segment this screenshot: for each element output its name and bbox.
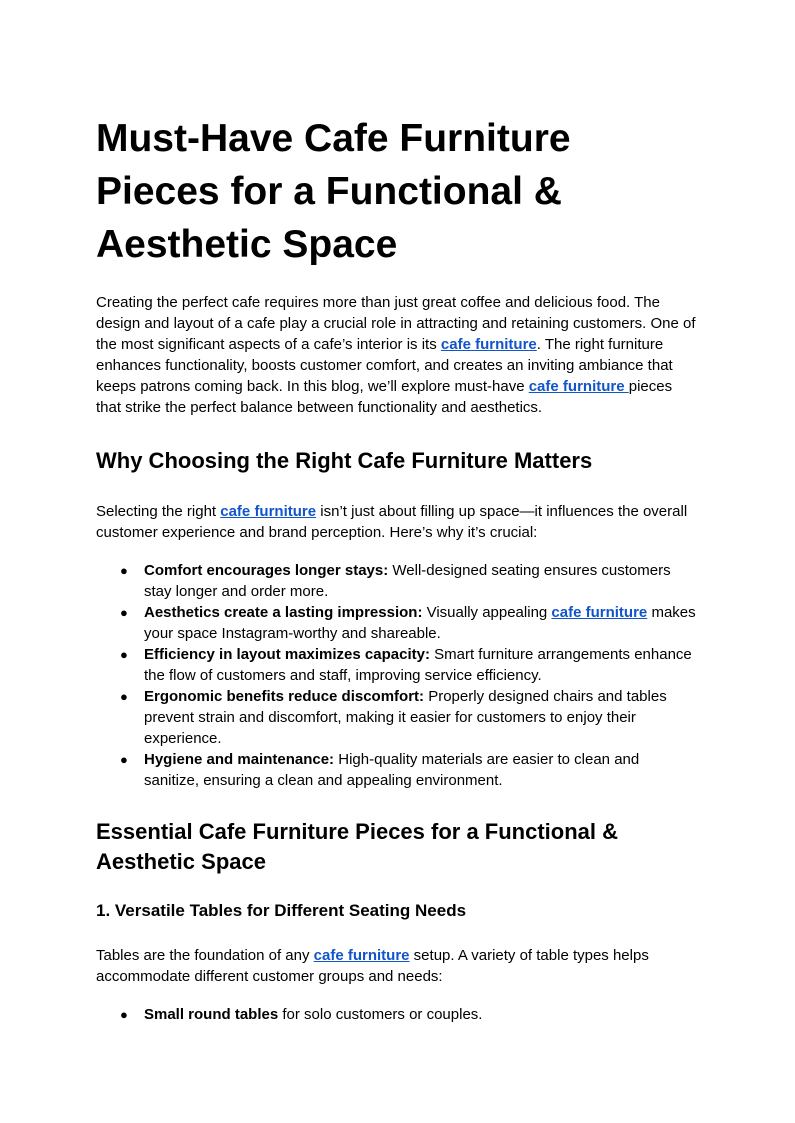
list-item: [96, 749, 696, 791]
bullet-text: Visually appealing: [422, 604, 552, 621]
why-text-1: Selecting the right: [96, 503, 221, 520]
bullet-bold-label: Efficiency in layout maximizes capacity:: [144, 646, 430, 663]
tables-bullet-list: [96, 1004, 696, 1025]
bullet-dot-icon: ●: [120, 1007, 128, 1022]
bullet-text: High-quality materials are easier to clean and sanitize, ensuring a clean and appealing environment.: [144, 751, 640, 789]
tables-paragraph: [96, 945, 696, 987]
list-item: [96, 602, 696, 644]
page-title: Must-Have Cafe Furniture Pieces for a Functional & Aesthetic Space: [96, 117, 571, 266]
document-content: [96, 112, 696, 1025]
tables-text-1: Tables are the foundation of any: [96, 947, 314, 964]
cafe-furniture-link[interactable]: cafe furniture: [440, 336, 537, 353]
list-item: [96, 644, 696, 686]
why-paragraph: [96, 501, 696, 543]
list-item: [96, 686, 696, 749]
list-item: [96, 1004, 696, 1025]
why-bullet-list: [96, 560, 696, 791]
tables-text-2: setup. A variety of table types helps accommodate different customer groups and needs:: [96, 947, 649, 985]
list-item: [96, 560, 696, 602]
bullet-bold-label: Hygiene and maintenance:: [144, 751, 335, 768]
intro-text-2: . The right furniture enhances functionality, boosts customer comfort, and creates an inviting ambiance that keeps patrons coming back. In this blog, we’ll explore must-have: [96, 336, 673, 395]
bullet-bold-label: Aesthetics create a lasting impression:: [144, 604, 423, 621]
cafe-furniture-link[interactable]: cafe furniture: [551, 604, 648, 621]
bullet-bold-label: Comfort encourages longer stays:: [144, 562, 389, 579]
cafe-furniture-link[interactable]: cafe furniture: [528, 378, 629, 395]
bullet-dot-icon: ●: [120, 647, 128, 662]
bullet-text: makes your space Instagram-worthy and shareable.: [144, 604, 696, 642]
intro-text-3: pieces that strike the perfect balance between functionality and aesthetics.: [96, 378, 673, 416]
bullet-dot-icon: ●: [120, 689, 128, 704]
bullet-text: Well-designed seating ensures customers stay longer and order more.: [144, 562, 671, 600]
why-text-2: isn’t just about filling up space—it influences the overall customer experience and brand perception. Here’s why it’s crucial:: [96, 503, 688, 541]
bullet-text: Smart furniture arrangements enhance the flow of customers and staff, improving service efficiency.: [144, 646, 692, 684]
bullet-bold-label: Ergonomic benefits reduce discomfort:: [144, 688, 425, 705]
bullet-dot-icon: ●: [120, 563, 128, 578]
bullet-text: Properly designed chairs and tables prevent strain and discomfort, making it easier for customers to enjoy their experience.: [144, 688, 667, 747]
bullet-dot-icon: ●: [120, 752, 128, 767]
section-heading-why: Why Choosing the Right Cafe Furniture Matters: [96, 448, 593, 473]
subsection-heading-tables: 1. Versatile Tables for Different Seating Needs: [96, 901, 467, 920]
intro-text-1: Creating the perfect cafe requires more than just great coffee and delicious food. The design and layout of a cafe play a crucial role in attracting and retaining customers. One of the most significant aspects of a cafe’s interior is its: [96, 294, 696, 353]
cafe-furniture-link[interactable]: cafe furniture: [313, 947, 410, 964]
bullet-text: for solo customers or couples.: [278, 1006, 483, 1023]
bullet-dot-icon: ●: [120, 605, 128, 620]
bullet-bold-label: Small round tables: [144, 1006, 279, 1023]
section-heading-essential: Essential Cafe Furniture Pieces for a Functional & Aesthetic Space: [96, 819, 619, 874]
cafe-furniture-link[interactable]: cafe furniture: [220, 503, 317, 520]
intro-paragraph: [96, 292, 696, 418]
